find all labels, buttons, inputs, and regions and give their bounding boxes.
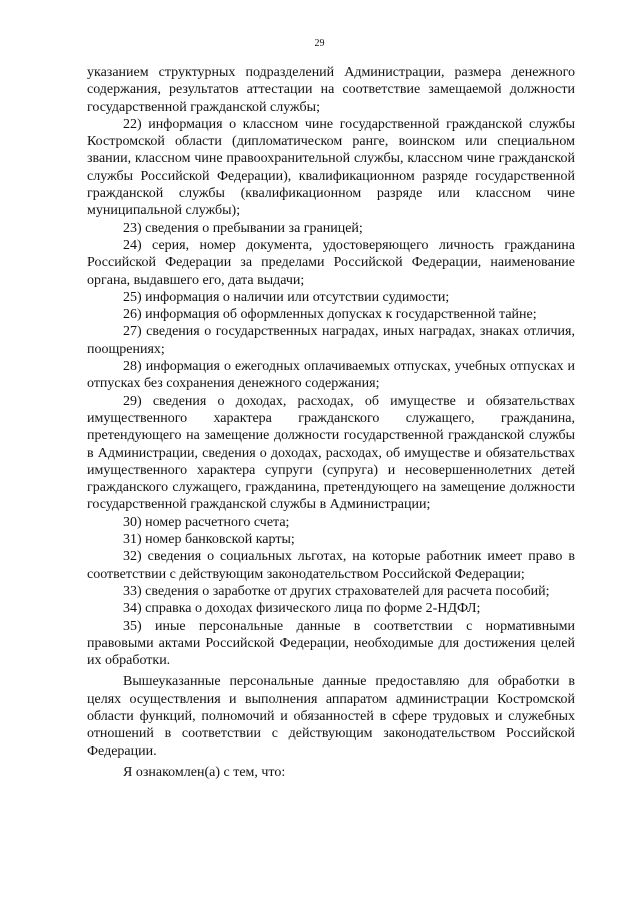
- paragraph-item-34: 34) справка о доходах физического лица по форме 2-НДФЛ;: [123, 601, 481, 617]
- paragraph-item-24: 24) серия, номер документа, удостоверяющего личность гражданина Российской Федерации за пределами Российской Федерации, наименование органа, выдавшего его, дата выдачи;: [87, 237, 575, 288]
- paragraph-item-28: 28) информация о ежегодных оплачиваемых отпусках, учебных отпусках и отпусках без сохранения денежного содержания;: [87, 359, 575, 392]
- paragraph-item-27: 27) сведения о государственных наградах, иных наградах, знаках отличия, поощрениях;: [87, 324, 575, 357]
- paragraph-item-25: 25) информация о наличии или отсутствии судимости;: [123, 289, 450, 305]
- document-body: [87, 64, 575, 781]
- paragraph-item-32: 32) сведения о социальных льготах, на которые работник имеет право в соответствии с действующим законодательством Российской Федерации;: [87, 549, 575, 582]
- paragraph-item-23: 23) сведения о пребывании за границей;: [123, 220, 363, 236]
- page-number: 29: [314, 38, 325, 49]
- paragraph-item-33: 33) сведения о заработке от других страхователей для расчета пособий;: [123, 583, 550, 599]
- paragraph-item-30: 30) номер расчетного счета;: [123, 514, 290, 530]
- paragraph-acknowledgement: Я ознакомлен(а) с тем, что:: [123, 764, 286, 780]
- paragraph-item-22: 22) информация о классном чине государственной гражданской службы Костромской области (дипломатическом ранге, воинском или специальном звании, классном чине правоохранительной службы, классном чине гражданской службы Российской Федерации), квалификационном разряде государственной гражданской службы (квалификационном разряде или классном чине муниципальной службы);: [87, 116, 575, 219]
- paragraph-item-26: 26) информация об оформленных допусках к государственной тайне;: [123, 307, 537, 323]
- paragraph-item-29: 29) сведения о доходах, расходах, об имуществе и обязательствах имущественного характера гражданского служащего, гражданина, претендующего на замещение должности государственной гражданской службы в Администрации, сведения о доходах, расходах, об имуществе и обязательствах имущественного характера супруги (супруга) и несовершеннолетних детей гражданского служащего, гражданина, претендующего на замещение должности государственной гражданской службы в Администрации;: [87, 393, 575, 513]
- paragraph-item-31: 31) номер банковской карты;: [123, 532, 295, 548]
- paragraph-consent-purpose: Вышеуказанные персональные данные предоставляю для обработки в целях осуществления и выполнения аппаратом администрации Костромской области функций, полномочий и обязанностей в сфере трудовых и служебных отношений в соответствии с действующим законодательством Российской Федерации.: [87, 674, 575, 759]
- paragraph-item-35: 35) иные персональные данные в соответствии с нормативными правовыми актами Российской Федерации, необходимые для достижения целей их обработки.: [87, 618, 575, 669]
- paragraph-continuation: указанием структурных подразделений Администрации, размера денежного содержания, результатов аттестации на соответствие замещаемой должности государственной гражданской службы;: [87, 65, 575, 115]
